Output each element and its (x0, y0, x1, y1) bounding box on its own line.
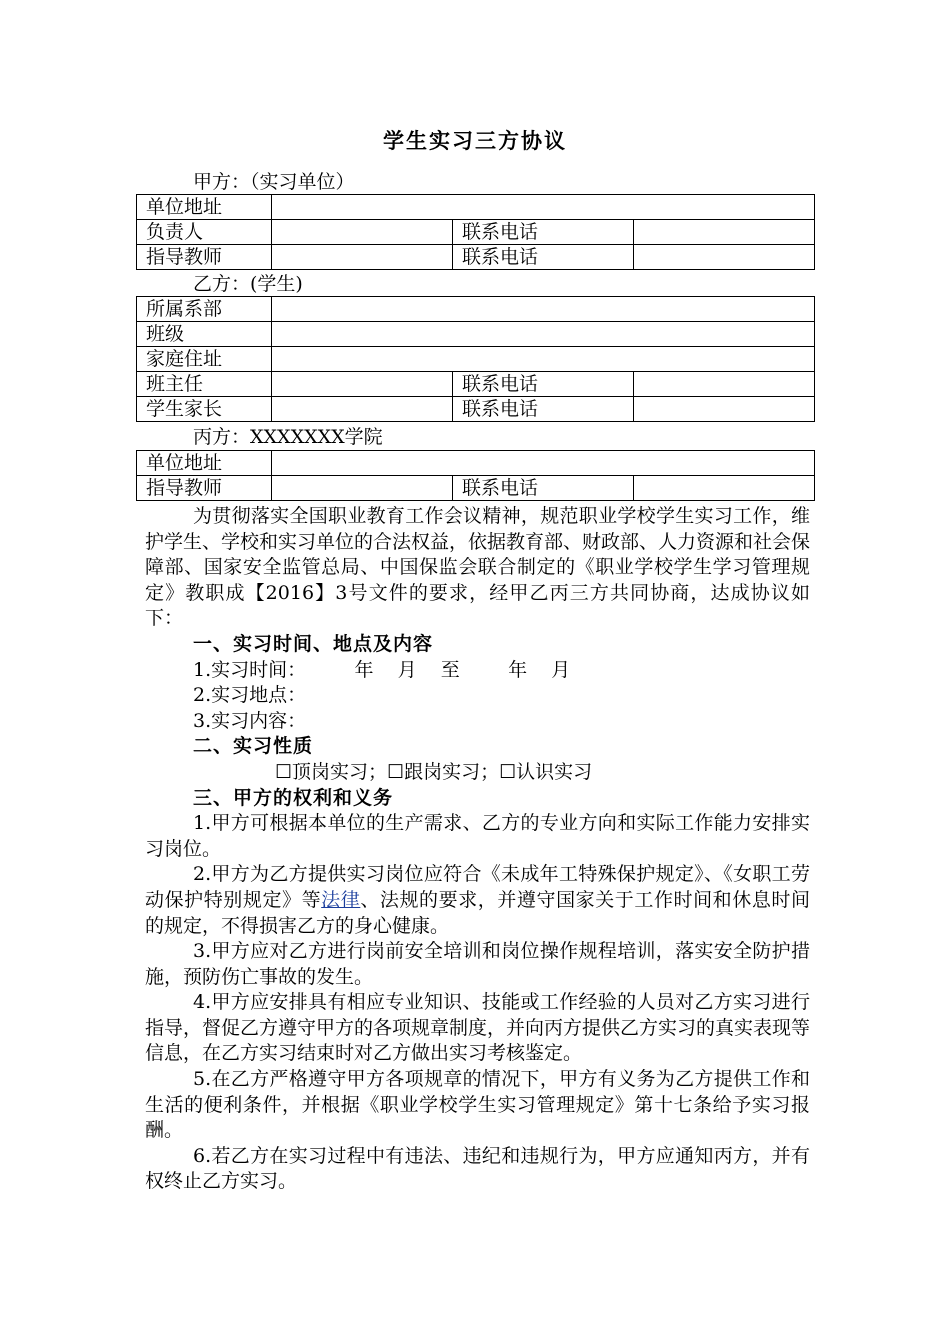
party-c-table (136, 450, 815, 501)
table-row (137, 195, 815, 220)
section2-heading: 二、实习性质 (193, 735, 314, 758)
table-row (137, 297, 815, 322)
head-teacher-field[interactable] (272, 372, 453, 397)
table-row (137, 372, 815, 397)
phone-label: 联系电话 (453, 476, 634, 501)
table-row (137, 451, 815, 476)
table-row (137, 245, 815, 270)
unit-address-label: 单位地址 (137, 195, 272, 220)
intro-paragraph: 为贯彻落实全国职业教育工作会议精神，规范职业学校学生实习工作，维护学生、学校和实习单位的合法权益，依据教育部、财政部、人力资源和社会保障部、国家安全监管总局、中国保监会联合制定的《职业学校学生学习管理规定》教职成【2016】3号文件的要求，经甲乙丙三方共同协商，达成协议如下： (145, 505, 811, 630)
parent-label: 学生家长 (137, 397, 272, 422)
phone-label: 联系电话 (453, 397, 634, 422)
class-label: 班级 (137, 322, 272, 347)
table-row (137, 347, 815, 372)
home-address-field[interactable] (272, 347, 815, 372)
phone-field[interactable] (634, 397, 815, 422)
list-item: 4.甲方应安排具有相应专业知识、技能或工作经验的人员对乙方实习进行指导，督促乙方遵守甲方的各项规章制度，并向丙方提供乙方实习的真实表现等信息，在乙方实习结束时对乙方做出实习考核鉴定。 (145, 991, 811, 1065)
document-title: 学生实习三方协议 (383, 128, 567, 153)
table-row (137, 220, 815, 245)
phone-field[interactable] (634, 476, 815, 501)
unit-address-field[interactable] (272, 195, 815, 220)
phone-label: 联系电话 (453, 220, 634, 245)
phone-field[interactable] (634, 245, 815, 270)
supervisor-label: 指导教师 (137, 245, 272, 270)
class-field[interactable] (272, 322, 815, 347)
section1-heading: 一、实习时间、地点及内容 (193, 632, 434, 655)
item2-text-before: 2.甲方为乙方提供实习岗位应符合《未成年工特殊保护规定》、《女职工劳动保护特别规定》等 (145, 863, 810, 911)
supervisor-field[interactable] (272, 245, 453, 270)
list-item: 3.甲方应对乙方进行岗前安全培训和岗位操作规程培训，落实安全防护措施，预防伤亡事故的发生。 (145, 940, 810, 988)
table-row (137, 476, 815, 501)
party-a-table (136, 194, 815, 270)
list-item: 5.在乙方严格遵守甲方各项规章的情况下，甲方有义务为乙方提供工作和生活的便利条件，并根据《职业学校学生实习管理规定》第十七条给予实习报酬。 (145, 1068, 810, 1142)
unit-address-field[interactable] (272, 451, 815, 476)
list-item: 6.若乙方在实习过程中有违法、违纪和违规行为，甲方应通知丙方，并有权终止乙方实习。 (145, 1144, 810, 1193)
phone-label: 联系电话 (453, 372, 634, 397)
supervisor-field[interactable] (272, 476, 453, 501)
head-teacher-label: 班主任 (137, 372, 272, 397)
internship-type-options[interactable]: ☐顶岗实习；☐跟岗实习；☐认识实习 (275, 760, 593, 783)
party-a-heading: 甲方：（实习单位） (193, 171, 355, 193)
supervisor-label: 指导教师 (137, 476, 272, 501)
parent-field[interactable] (272, 397, 453, 422)
section3-heading: 三、甲方的权利和义务 (193, 786, 394, 809)
department-label: 所属系部 (137, 297, 272, 322)
agreement-body (145, 504, 810, 1195)
internship-time: 1.实习时间： 年 月 至 年 月 (193, 658, 571, 681)
table-row (137, 322, 815, 347)
party-c-heading: 丙方：XXXXXXX学院 (193, 426, 383, 448)
table-row (137, 397, 815, 422)
list-item: 1.甲方可根据本单位的生产需求、乙方的专业方向和实际工作能力安排实习岗位。 (145, 812, 810, 860)
responsible-person-label: 负责人 (137, 220, 272, 245)
home-address-label: 家庭住址 (137, 347, 272, 372)
unit-address-label: 单位地址 (137, 451, 272, 476)
list-item (145, 862, 810, 939)
phone-field[interactable] (634, 372, 815, 397)
internship-place: 2.实习地点： (193, 684, 307, 707)
party-b-table (136, 296, 815, 422)
department-field[interactable] (272, 297, 815, 322)
phone-field[interactable] (634, 220, 815, 245)
law-link[interactable]: 法律 (321, 888, 361, 911)
phone-label: 联系电话 (453, 245, 634, 270)
party-b-heading: 乙方：(学生) (193, 273, 303, 295)
responsible-person-field[interactable] (272, 220, 453, 245)
internship-content: 3.实习内容： (193, 709, 307, 732)
item2-text-after: 、法规的要求，并遵守国家关于工作时间和休息时间的规定，不得损害乙方的身心健康。 (145, 888, 810, 937)
